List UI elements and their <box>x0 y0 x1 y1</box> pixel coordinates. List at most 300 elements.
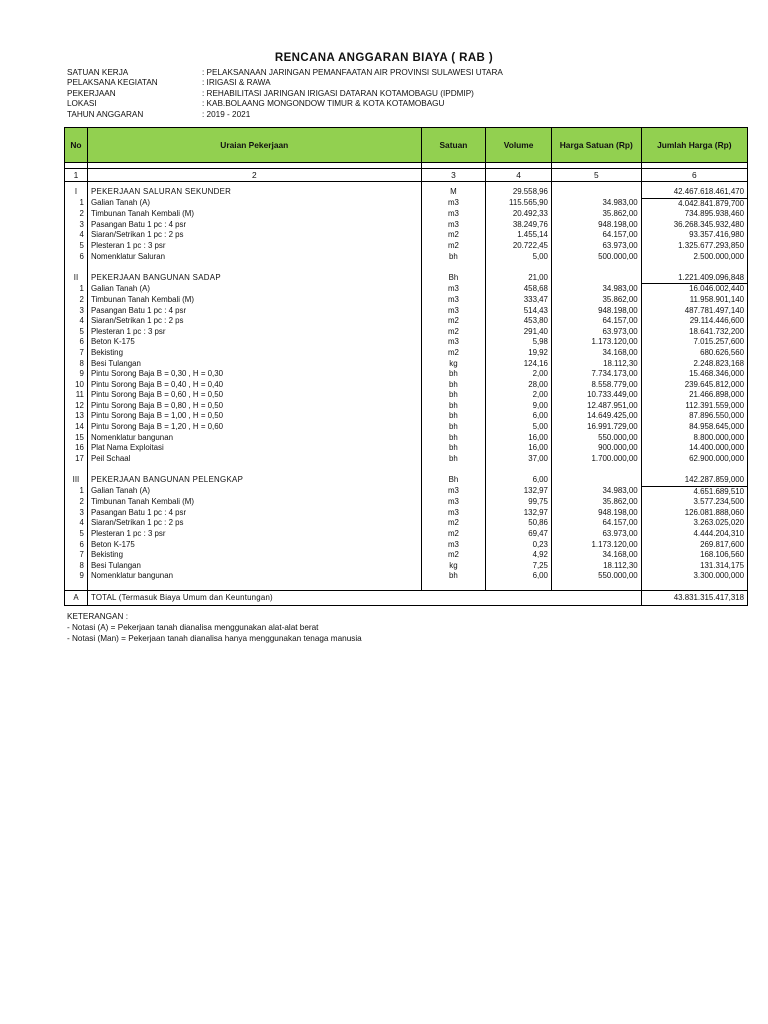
spacer-cell <box>641 464 747 475</box>
item-satuan: m2 <box>421 518 486 529</box>
item-harga-satuan: 35.862,00 <box>551 209 641 220</box>
section-satuan: Bh <box>421 475 486 486</box>
item-satuan: m2 <box>421 550 486 561</box>
item-harga-satuan: 948.198,00 <box>551 220 641 231</box>
item-jumlah-harga: 7.015.257,600 <box>641 337 747 348</box>
item-number: 8 <box>65 359 88 370</box>
note-line: - Notasi (Man) = Pekerjaan tanah dianalisa hanya menggunakan tenaga manusia <box>67 634 362 643</box>
item-volume: 2,00 <box>486 369 552 380</box>
item-number: 3 <box>65 306 88 317</box>
spacer-cell <box>87 464 421 475</box>
item-uraian: Siaran/Setrikan 1 pc : 2 ps <box>87 230 421 241</box>
info-value: : 2019 - 2021 <box>202 109 251 119</box>
info-row <box>67 68 503 78</box>
item-uraian: Galian Tanah (A) <box>87 486 421 497</box>
item-jumlah-harga: 84.958.645,000 <box>641 422 747 433</box>
item-number: 1 <box>65 486 88 497</box>
item-number: 5 <box>65 327 88 338</box>
item-uraian: Beton K-175 <box>87 540 421 551</box>
spacer-cell <box>641 582 747 591</box>
item-harga-satuan: 63.973,00 <box>551 241 641 252</box>
item-harga-satuan: 10.733.449,00 <box>551 390 641 401</box>
total-value: 43.831.315.417,318 <box>641 590 747 605</box>
spacer-cell <box>641 262 747 273</box>
item-volume: 37,00 <box>486 454 552 465</box>
item-harga-satuan: 1.173.120,00 <box>551 540 641 551</box>
item-harga-satuan: 948.198,00 <box>551 306 641 317</box>
spacer-cell <box>551 262 641 273</box>
item-volume: 5,98 <box>486 337 552 348</box>
item-satuan: m2 <box>421 529 486 540</box>
item-uraian: Nomenklatur bangunan <box>87 433 421 444</box>
spacer-cell <box>65 582 88 591</box>
info-row <box>67 110 503 120</box>
table-row <box>65 540 748 551</box>
item-harga-satuan: 34.168,00 <box>551 348 641 359</box>
info-row <box>67 99 503 109</box>
item-satuan: m3 <box>421 295 486 306</box>
item-jumlah-harga: 4.444.204,310 <box>641 529 747 540</box>
item-jumlah-harga: 734.895.938,460 <box>641 209 747 220</box>
section-volume: 6,00 <box>486 475 552 486</box>
item-volume: 458,68 <box>486 284 552 295</box>
document-title: RENCANA ANGGARAN BIAYA ( RAB ) <box>274 52 494 64</box>
item-satuan: bh <box>421 390 486 401</box>
item-satuan: bh <box>421 571 486 582</box>
section-jumlah: 142.287.859,000 <box>641 475 747 486</box>
item-satuan: m3 <box>421 486 486 497</box>
section-row <box>65 187 748 198</box>
item-jumlah-harga: 29.114.446,600 <box>641 316 747 327</box>
item-satuan: m2 <box>421 230 486 241</box>
item-volume: 20.722,45 <box>486 241 552 252</box>
item-jumlah-harga: 126.081.888,060 <box>641 508 747 519</box>
table-row <box>65 518 748 529</box>
item-number: 5 <box>65 241 88 252</box>
item-harga-satuan: 64.157,00 <box>551 518 641 529</box>
item-satuan: m3 <box>421 220 486 231</box>
header-no: No <box>65 128 88 163</box>
item-harga-satuan: 550.000,00 <box>551 433 641 444</box>
item-volume: 0,23 <box>486 540 552 551</box>
project-info <box>67 68 503 120</box>
column-number: 5 <box>551 169 641 182</box>
table-row <box>65 327 748 338</box>
item-satuan: m3 <box>421 497 486 508</box>
item-number: 1 <box>65 284 88 295</box>
item-harga-satuan: 12.487.951,00 <box>551 401 641 412</box>
item-uraian: Galian Tanah (A) <box>87 284 421 295</box>
column-number: 4 <box>486 169 552 182</box>
column-number: 3 <box>421 169 486 182</box>
item-satuan: m3 <box>421 209 486 220</box>
item-number: 2 <box>65 209 88 220</box>
table-row <box>65 316 748 327</box>
item-number: 4 <box>65 518 88 529</box>
item-number: 3 <box>65 220 88 231</box>
item-satuan: m2 <box>421 348 486 359</box>
item-number: 15 <box>65 433 88 444</box>
item-jumlah-harga: 11.958.901,140 <box>641 295 747 306</box>
item-uraian: Besi Tulangan <box>87 561 421 572</box>
item-number: 9 <box>65 369 88 380</box>
table-row <box>65 508 748 519</box>
table-row <box>65 369 748 380</box>
item-number: 4 <box>65 230 88 241</box>
item-harga-satuan: 16.991.729,00 <box>551 422 641 433</box>
item-number: 2 <box>65 497 88 508</box>
item-volume: 5,00 <box>486 422 552 433</box>
table-row <box>65 284 748 295</box>
item-satuan: kg <box>421 561 486 572</box>
item-jumlah-harga: 1.325.677.293,850 <box>641 241 747 252</box>
item-satuan: bh <box>421 454 486 465</box>
item-satuan: m2 <box>421 241 486 252</box>
item-jumlah-harga: 36.268.345.932,480 <box>641 220 747 231</box>
table-row <box>65 241 748 252</box>
item-jumlah-harga: 3.263.025,020 <box>641 518 747 529</box>
item-satuan: m3 <box>421 508 486 519</box>
item-uraian: Timbunan Tanah Kembali (M) <box>87 295 421 306</box>
item-harga-satuan: 900.000,00 <box>551 443 641 454</box>
section-name: PEKERJAAN BANGUNAN PELENGKAP <box>87 475 421 486</box>
item-volume: 19,92 <box>486 348 552 359</box>
table-row <box>65 295 748 306</box>
item-uraian: Siaran/Setrikan 1 pc : 2 ps <box>87 316 421 327</box>
item-jumlah-harga: 269.817,600 <box>641 540 747 551</box>
header-satuan: Satuan <box>421 128 486 163</box>
item-volume: 4,92 <box>486 550 552 561</box>
item-uraian: Siaran/Setrikan 1 pc : 2 ps <box>87 518 421 529</box>
item-jumlah-harga: 62.900.000,000 <box>641 454 747 465</box>
column-number: 6 <box>641 169 747 182</box>
notes <box>67 611 362 644</box>
item-harga-satuan: 18.112,30 <box>551 359 641 370</box>
item-number: 12 <box>65 401 88 412</box>
table-row <box>65 306 748 317</box>
item-uraian: Plat Nama Exploitasi <box>87 443 421 454</box>
item-jumlah-harga: 4.651.689,510 <box>641 486 747 497</box>
total-label: TOTAL (Termasuk Biaya Umum dan Keuntungan) <box>87 590 641 605</box>
spacer-cell <box>551 464 641 475</box>
header-harga-satuan: Harga Satuan (Rp) <box>551 128 641 163</box>
item-satuan: m3 <box>421 337 486 348</box>
section-jumlah: 42.467.618.461,470 <box>641 187 747 198</box>
table-row <box>65 401 748 412</box>
item-volume: 69,47 <box>486 529 552 540</box>
item-harga-satuan: 34.983,00 <box>551 198 641 209</box>
item-number: 10 <box>65 380 88 391</box>
section-volume: 21,00 <box>486 273 552 284</box>
table-row <box>65 486 748 497</box>
item-uraian: Pintu Sorong Baja B = 1,00 , H = 0,50 <box>87 411 421 422</box>
header-volume: Volume <box>486 128 552 163</box>
item-harga-satuan: 1.700.000,00 <box>551 454 641 465</box>
item-jumlah-harga: 239.645.812,000 <box>641 380 747 391</box>
table-row <box>65 529 748 540</box>
table-row <box>65 380 748 391</box>
item-jumlah-harga: 4.042.841.879,700 <box>641 198 747 209</box>
item-uraian: Pintu Sorong Baja B = 0,40 , H = 0,40 <box>87 380 421 391</box>
item-uraian: Plesteran 1 pc : 3 psr <box>87 241 421 252</box>
item-volume: 115.565,90 <box>486 198 552 209</box>
item-volume: 333,47 <box>486 295 552 306</box>
section-row <box>65 273 748 284</box>
item-satuan: m2 <box>421 316 486 327</box>
item-harga-satuan: 948.198,00 <box>551 508 641 519</box>
item-volume: 6,00 <box>486 411 552 422</box>
item-harga-satuan: 35.862,00 <box>551 497 641 508</box>
item-jumlah-harga: 93.357.416,980 <box>641 230 747 241</box>
section-name: PEKERJAAN BANGUNAN SADAP <box>87 273 421 284</box>
item-satuan: bh <box>421 401 486 412</box>
item-number: 6 <box>65 540 88 551</box>
item-uraian: Pintu Sorong Baja B = 0,60 , H = 0,50 <box>87 390 421 401</box>
item-volume: 38.249,76 <box>486 220 552 231</box>
item-harga-satuan: 500.000,00 <box>551 252 641 263</box>
item-jumlah-harga: 487.781.497,140 <box>641 306 747 317</box>
item-number: 11 <box>65 390 88 401</box>
item-jumlah-harga: 680.626,560 <box>641 348 747 359</box>
item-uraian: Pintu Sorong Baja B = 0,80 , H = 0,50 <box>87 401 421 412</box>
item-satuan: kg <box>421 359 486 370</box>
item-harga-satuan: 34.983,00 <box>551 486 641 497</box>
table-row <box>65 561 748 572</box>
item-uraian: Timbunan Tanah Kembali (M) <box>87 497 421 508</box>
item-number: 9 <box>65 571 88 582</box>
item-number: 2 <box>65 295 88 306</box>
total-row <box>65 590 748 605</box>
spacer-cell <box>87 262 421 273</box>
table-row <box>65 411 748 422</box>
table-row <box>65 571 748 582</box>
table-row <box>65 209 748 220</box>
table-row <box>65 422 748 433</box>
spacer-cell <box>551 582 641 591</box>
spacer-cell <box>486 262 552 273</box>
item-number: 4 <box>65 316 88 327</box>
item-number: 16 <box>65 443 88 454</box>
info-value: : REHABILITASI JARINGAN IRIGASI DATARAN KOTAMOBAGU (IPDMIP) <box>202 88 474 98</box>
item-jumlah-harga: 87.896.550,000 <box>641 411 747 422</box>
spacer-cell <box>65 464 88 475</box>
table-row <box>65 348 748 359</box>
item-volume: 16,00 <box>486 433 552 444</box>
section-harga <box>551 475 641 486</box>
item-satuan: bh <box>421 433 486 444</box>
item-volume: 7,25 <box>486 561 552 572</box>
section-name: PEKERJAAN SALURAN SEKUNDER <box>87 187 421 198</box>
item-uraian: Beton K-175 <box>87 337 421 348</box>
section-number: III <box>65 475 88 486</box>
section-row <box>65 475 748 486</box>
item-harga-satuan: 35.862,00 <box>551 295 641 306</box>
item-number: 6 <box>65 252 88 263</box>
spacer-cell <box>421 582 486 591</box>
item-harga-satuan: 18.112,30 <box>551 561 641 572</box>
item-jumlah-harga: 3.577.234,500 <box>641 497 747 508</box>
item-satuan: bh <box>421 380 486 391</box>
table-row <box>65 198 748 209</box>
item-number: 13 <box>65 411 88 422</box>
item-satuan: bh <box>421 252 486 263</box>
info-label: PEKERJAAN <box>67 88 116 98</box>
item-volume: 1.455,14 <box>486 230 552 241</box>
info-row <box>67 89 503 99</box>
budget-table <box>64 127 748 606</box>
item-number: 7 <box>65 550 88 561</box>
item-volume: 28,00 <box>486 380 552 391</box>
info-label: SATUAN KERJA <box>67 68 129 77</box>
item-number: 5 <box>65 529 88 540</box>
section-harga <box>551 273 641 284</box>
item-harga-satuan: 63.973,00 <box>551 327 641 338</box>
item-satuan: m3 <box>421 540 486 551</box>
item-harga-satuan: 8.558.779,00 <box>551 380 641 391</box>
item-volume: 124,16 <box>486 359 552 370</box>
table-row <box>65 220 748 231</box>
item-uraian: Bekisting <box>87 348 421 359</box>
info-label: PELAKSANA KEGIATAN <box>67 78 158 88</box>
table-row <box>65 390 748 401</box>
item-number: 8 <box>65 561 88 572</box>
item-jumlah-harga: 112.391.559,000 <box>641 401 747 412</box>
item-harga-satuan: 64.157,00 <box>551 316 641 327</box>
info-label: TAHUN ANGGARAN <box>67 109 144 119</box>
table-row <box>65 454 748 465</box>
header-jumlah-harga: Jumlah Harga (Rp) <box>641 128 747 163</box>
table-header-row <box>65 128 748 163</box>
section-jumlah: 1.221.409.096,848 <box>641 273 747 284</box>
item-uraian: Pasangan Batu 1 pc : 4 psr <box>87 220 421 231</box>
spacer-cell <box>421 464 486 475</box>
table-row <box>65 497 748 508</box>
info-value: : KAB.BOLAANG MONGONDOW TIMUR & KOTA KOTAMOBAGU <box>202 99 445 109</box>
spacer-cell <box>87 582 421 591</box>
item-jumlah-harga: 21.466.898,000 <box>641 390 747 401</box>
item-jumlah-harga: 168.106,560 <box>641 550 747 561</box>
item-jumlah-harga: 14.400.000,000 <box>641 443 747 454</box>
spacer-cell <box>486 464 552 475</box>
item-uraian: Pintu Sorong Baja B = 0,30 , H = 0,30 <box>87 369 421 380</box>
item-volume: 132,97 <box>486 486 552 497</box>
item-volume: 50,86 <box>486 518 552 529</box>
item-volume: 9,00 <box>486 401 552 412</box>
item-volume: 291,40 <box>486 327 552 338</box>
column-number: 2 <box>87 169 421 182</box>
item-satuan: m3 <box>421 306 486 317</box>
item-volume: 20.492,33 <box>486 209 552 220</box>
table-row <box>65 252 748 263</box>
total-letter: A <box>65 590 88 605</box>
item-volume: 132,97 <box>486 508 552 519</box>
spacer-cell <box>486 582 552 591</box>
item-uraian: Bekisting <box>87 550 421 561</box>
item-jumlah-harga: 8.800.000,000 <box>641 433 747 444</box>
item-satuan: m2 <box>421 327 486 338</box>
info-label: LOKASI <box>67 99 97 109</box>
item-harga-satuan: 63.973,00 <box>551 529 641 540</box>
spacer-cell <box>65 262 88 273</box>
table-row <box>65 550 748 561</box>
item-number: 3 <box>65 508 88 519</box>
spacer-cell <box>421 262 486 273</box>
section-harga <box>551 187 641 198</box>
item-jumlah-harga: 15.468.346,000 <box>641 369 747 380</box>
note-line: - Notasi (A) = Pekerjaan tanah dianalisa menggunakan alat-alat berat <box>67 623 319 632</box>
fill-row <box>65 582 748 591</box>
item-volume: 453,80 <box>486 316 552 327</box>
item-jumlah-harga: 2.248.823,168 <box>641 359 747 370</box>
item-harga-satuan: 550.000,00 <box>551 571 641 582</box>
item-number: 1 <box>65 198 88 209</box>
table-row <box>65 337 748 348</box>
item-harga-satuan: 34.168,00 <box>551 550 641 561</box>
item-harga-satuan: 14.649.425,00 <box>551 411 641 422</box>
notes-heading: KETERANGAN : <box>67 612 128 621</box>
item-uraian: Galian Tanah (A) <box>87 198 421 209</box>
item-uraian: Pasangan Batu 1 pc : 4 psr <box>87 306 421 317</box>
item-satuan: bh <box>421 411 486 422</box>
header-uraian: Uraian Pekerjaan <box>87 128 421 163</box>
item-harga-satuan: 34.983,00 <box>551 284 641 295</box>
item-uraian: Besi Tulangan <box>87 359 421 370</box>
item-uraian: Plesteran 1 pc : 3 psr <box>87 529 421 540</box>
section-number: II <box>65 273 88 284</box>
item-volume: 5,00 <box>486 252 552 263</box>
item-satuan: bh <box>421 422 486 433</box>
section-satuan: M <box>421 187 486 198</box>
item-volume: 99,75 <box>486 497 552 508</box>
table-row <box>65 359 748 370</box>
info-value: : IRIGASI & RAWA <box>202 78 271 88</box>
item-uraian: Pintu Sorong Baja B = 1,20 , H = 0,60 <box>87 422 421 433</box>
item-satuan: bh <box>421 369 486 380</box>
info-row <box>67 78 503 88</box>
item-uraian: Pasangan Batu 1 pc : 4 psr <box>87 508 421 519</box>
item-volume: 514,43 <box>486 306 552 317</box>
item-number: 14 <box>65 422 88 433</box>
column-number: 1 <box>65 169 88 182</box>
section-satuan: Bh <box>421 273 486 284</box>
item-satuan: m3 <box>421 284 486 295</box>
blank-row <box>65 464 748 475</box>
item-volume: 16,00 <box>486 443 552 454</box>
blank-row <box>65 262 748 273</box>
item-jumlah-harga: 16.046.002,440 <box>641 284 747 295</box>
item-uraian: Timbunan Tanah Kembali (M) <box>87 209 421 220</box>
item-number: 17 <box>65 454 88 465</box>
item-volume: 2,00 <box>486 390 552 401</box>
item-uraian: Nomenklatur Saluran <box>87 252 421 263</box>
item-volume: 6,00 <box>486 571 552 582</box>
section-volume: 29.558,96 <box>486 187 552 198</box>
item-harga-satuan: 1.173.120,00 <box>551 337 641 348</box>
item-uraian: Peil Schaal <box>87 454 421 465</box>
item-jumlah-harga: 18.641.732,200 <box>641 327 747 338</box>
item-uraian: Plesteran 1 pc : 3 psr <box>87 327 421 338</box>
item-number: 7 <box>65 348 88 359</box>
item-harga-satuan: 7.734.173,00 <box>551 369 641 380</box>
item-jumlah-harga: 131.314,175 <box>641 561 747 572</box>
table-row <box>65 443 748 454</box>
item-number: 6 <box>65 337 88 348</box>
item-jumlah-harga: 2.500.000,000 <box>641 252 747 263</box>
item-satuan: m3 <box>421 198 486 209</box>
item-harga-satuan: 64.157,00 <box>551 230 641 241</box>
item-satuan: bh <box>421 443 486 454</box>
table-row <box>65 433 748 444</box>
